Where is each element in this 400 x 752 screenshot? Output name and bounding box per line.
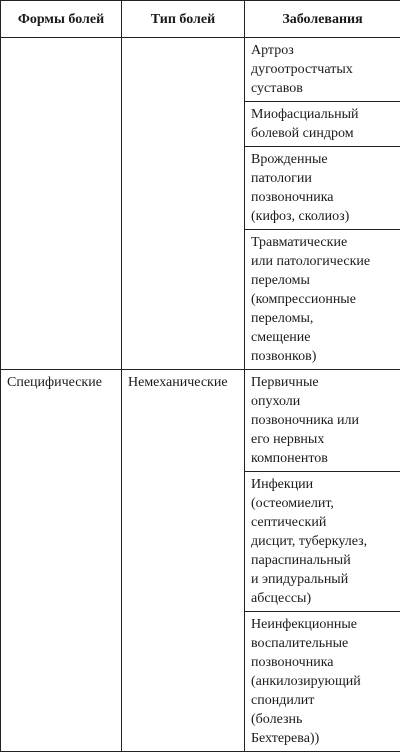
disease-text: Первичные опухоли позвоночника или его нервных компонентов	[251, 373, 396, 468]
disease-cell	[245, 230, 400, 370]
pain-form-cell	[1, 370, 122, 752]
table-row	[1, 38, 400, 102]
pain-form-cell	[1, 38, 122, 370]
header-row	[1, 1, 400, 38]
disease-text: Миофасциальный болевой синдром	[251, 105, 396, 143]
disease-cell	[245, 102, 400, 147]
pain-type-cell	[122, 370, 245, 752]
disease-text: Артроз дугоотростчатых суставов	[251, 41, 396, 98]
header-diseases: Заболевания	[245, 1, 400, 38]
pain-type-text: Немеханические	[128, 373, 240, 392]
disease-cell	[245, 472, 400, 612]
disease-text: Инфекции (остеомиелит, септический дисцит, туберкулез, параспинальный и эпидуральный абсцессы)	[251, 475, 396, 608]
disease-cell	[245, 370, 400, 472]
disease-text: Травматические или патологические переломы (компрессионные переломы, смещение позвонков)	[251, 233, 396, 366]
header-pain-form: Формы болей	[1, 1, 122, 38]
table-row	[1, 370, 400, 472]
disease-cell	[245, 147, 400, 230]
pain-type-cell	[122, 38, 245, 370]
disease-text: Неинфекционные воспалительные позвоночника (анкилозирующий спондилит (болезнь Бехтерева))	[251, 615, 396, 748]
header-pain-type: Тип болей	[122, 1, 245, 38]
disease-text: Врожденные патологии позвоночника (кифоз, сколиоз)	[251, 150, 396, 226]
disease-cell	[245, 612, 400, 752]
pain-form-text: Специфические	[7, 373, 117, 392]
disease-cell	[245, 38, 400, 102]
